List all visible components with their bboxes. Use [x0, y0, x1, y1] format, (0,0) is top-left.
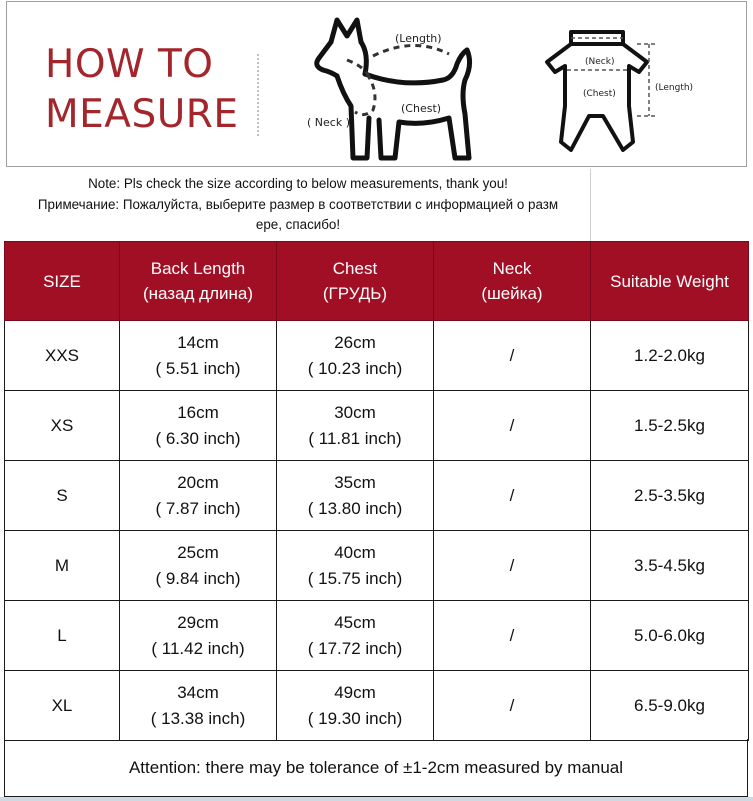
cell-chest: 49cm ( 19.30 inch)	[277, 671, 434, 741]
banner-title	[45, 40, 245, 140]
label-length: (Length)	[395, 32, 442, 45]
measurement-note	[6, 169, 590, 239]
cell-size: XXS	[5, 321, 120, 391]
cell-size: XL	[5, 671, 120, 741]
cell-size: XS	[5, 391, 120, 461]
header-chest: Chest (ГРУДЬ)	[277, 242, 434, 321]
banner-title-line2: MEASURE	[45, 92, 239, 137]
cell-back-length: 20cm ( 7.87 inch)	[120, 461, 277, 531]
cell-chest: 40cm ( 15.75 inch)	[277, 531, 434, 601]
cell-chest: 35cm ( 13.80 inch)	[277, 461, 434, 531]
cell-size: M	[5, 531, 120, 601]
cell-back-length: 25cm ( 9.84 inch)	[120, 531, 277, 601]
cell-back-length: 34cm ( 13.38 inch)	[120, 671, 277, 741]
cell-weight: 6.5-9.0kg	[591, 671, 749, 741]
dog-side-illustration	[303, 14, 493, 164]
cell-weight: 1.5-2.5kg	[591, 391, 749, 461]
header-neck: Neck (шейка)	[434, 242, 591, 321]
note-divider	[590, 169, 591, 241]
cell-weight: 2.5-3.5kg	[591, 461, 749, 531]
cell-weight: 5.0-6.0kg	[591, 601, 749, 671]
tolerance-footer: Attention: there may be tolerance of ±1-2cm measured by manual	[4, 739, 748, 797]
cell-back-length: 16cm ( 6.30 inch)	[120, 391, 277, 461]
bottom-strip	[0, 797, 753, 801]
cell-neck: /	[434, 321, 591, 391]
label-front-neck: (Neck)	[585, 57, 615, 67]
note-russian-line1: Примечание: Пожалуйста, выберите размер в соответствии с информацией о разм	[37, 196, 559, 212]
header-suitable-weight: Suitable Weight	[591, 242, 749, 321]
table-row	[5, 461, 749, 531]
label-neck: ( Neck )	[307, 116, 350, 129]
cell-chest: 45cm ( 17.72 inch)	[277, 601, 434, 671]
table-header-row	[5, 242, 749, 321]
cell-neck: /	[434, 671, 591, 741]
cell-neck: /	[434, 531, 591, 601]
cell-weight: 3.5-4.5kg	[591, 531, 749, 601]
cell-chest: 26cm ( 10.23 inch)	[277, 321, 434, 391]
cell-weight: 1.2-2.0kg	[591, 321, 749, 391]
label-front-length: (Length)	[655, 83, 694, 93]
note-russian-line2: ере, спасибо!	[255, 217, 341, 232]
cell-size: S	[5, 461, 120, 531]
table-row	[5, 671, 749, 741]
table-row	[5, 391, 749, 461]
cell-neck: /	[434, 601, 591, 671]
cell-size: L	[5, 601, 120, 671]
table-row	[5, 601, 749, 671]
label-front-chest: (Chest)	[583, 89, 616, 99]
cell-chest: 30cm ( 11.81 inch)	[277, 391, 434, 461]
size-table	[4, 241, 749, 741]
cell-back-length: 29cm ( 11.42 inch)	[120, 601, 277, 671]
table-row	[5, 531, 749, 601]
note-english: Note: Pls check the size according to below measurements, thank you!	[88, 176, 508, 191]
banner-title-line1: HOW TO	[45, 42, 214, 87]
cell-neck: /	[434, 391, 591, 461]
garment-front-illustration	[537, 14, 737, 164]
how-to-measure-banner	[6, 1, 747, 167]
cell-neck: /	[434, 461, 591, 531]
label-chest: (Chest)	[401, 102, 442, 115]
cell-back-length: 14cm ( 5.51 inch)	[120, 321, 277, 391]
header-size: SIZE	[5, 242, 120, 321]
header-back-length: Back Length (назад длина)	[120, 242, 277, 321]
banner-divider	[257, 54, 260, 136]
table-row	[5, 321, 749, 391]
